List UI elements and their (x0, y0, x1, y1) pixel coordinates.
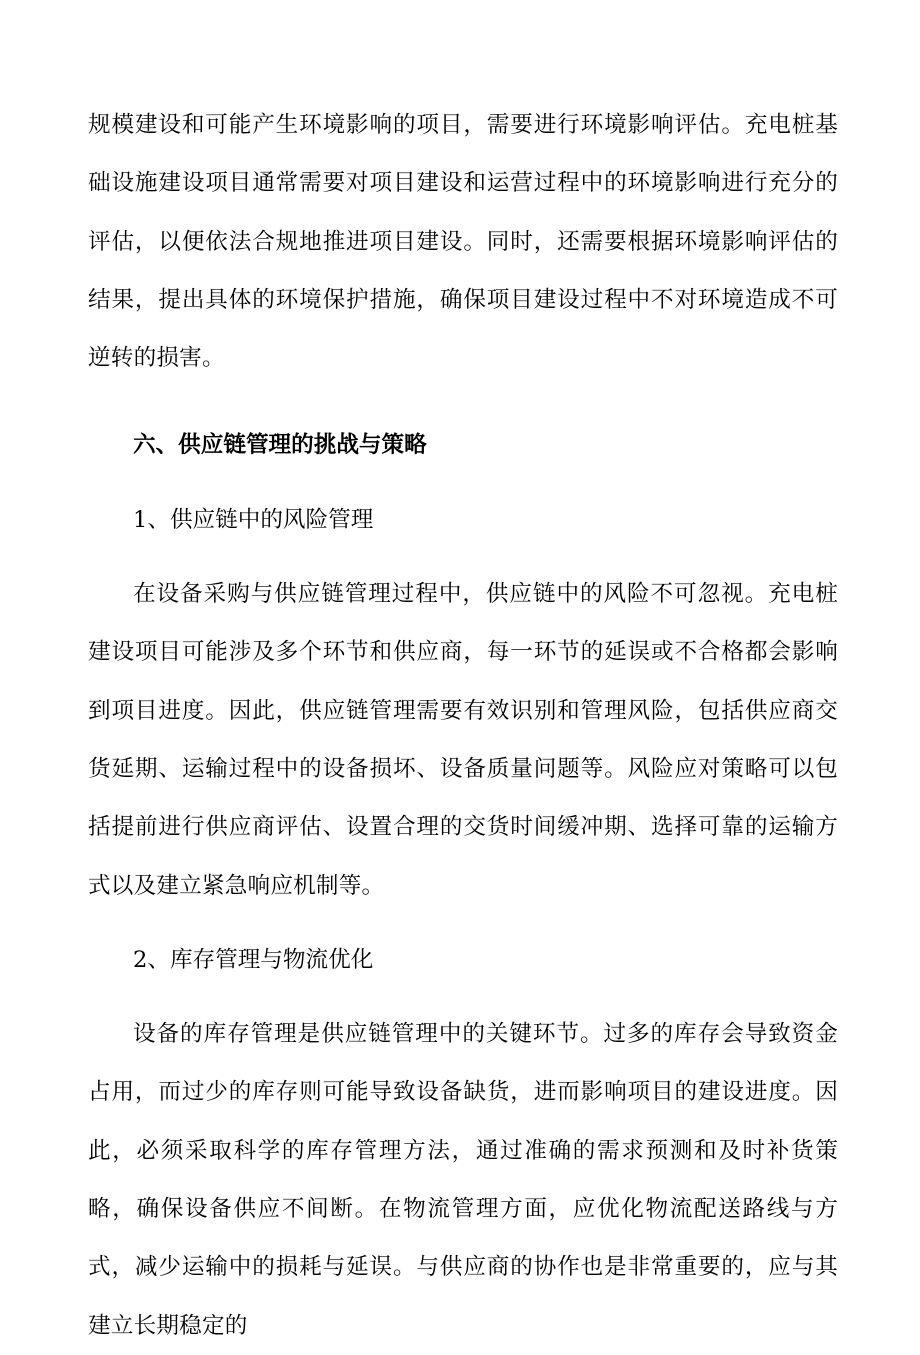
spacer (88, 915, 838, 931)
spacer (88, 387, 838, 416)
section-heading: 六、供应链管理的挑战与策略 (133, 432, 427, 459)
paragraph-inventory-logistics: 设备的库存管理是供应链管理中的关键环节。过多的库存会导致资金占用，而过少的库存则可能导致设备缺货，进而影响项目的建设进度。因此，必须采取科学的库存管理方法，通过准确的需求预测和及时补货策略，确保设备供应不间断。在物流管理方面，应优化物流配送路线与方式，减少运输中的损耗与延误。与供应商的协作也是非常重要的，应与其建立长期稳定的 (88, 1021, 838, 1339)
paragraph-supply-chain-risk: 在设备采购与供应链管理过程中，供应链中的风险不可忽视。充电桩建设项目可能涉及多个环节和供应商，每一环节的延误或不合格都会影响到项目进度。因此，供应链管理需要有效识别和管理风险，包括供应商交货延期、运输过程中的设备损坏、设备质量问题等。风险应对策略可以包括提前进行供应商评估、设置合理的交货时间缓冲期、选择可靠的运输方式以及建立紧急响应机制等。 (88, 581, 838, 899)
spacer (88, 549, 838, 565)
subsection-title-risk: 1、供应链中的风险管理 (133, 506, 374, 533)
spacer (88, 475, 838, 491)
spacer (88, 989, 838, 1005)
paragraph-environmental-assessment: 规模建设和可能产生环境影响的项目，需要进行环境影响评估。充电桩基础设施建设项目通常需要对项目建设和运营过程中的环境影响进行充分的评估，以便依法合规地推进项目建设。同时，还需要根据环境影响评估的结果，提出具体的环境保护措施，确保项目建设过程中不对环境造成不可逆转的损害。 (88, 112, 838, 372)
subsection-title-inventory: 2、库存管理与物流优化 (133, 946, 374, 973)
document-page (88, 96, 838, 1355)
